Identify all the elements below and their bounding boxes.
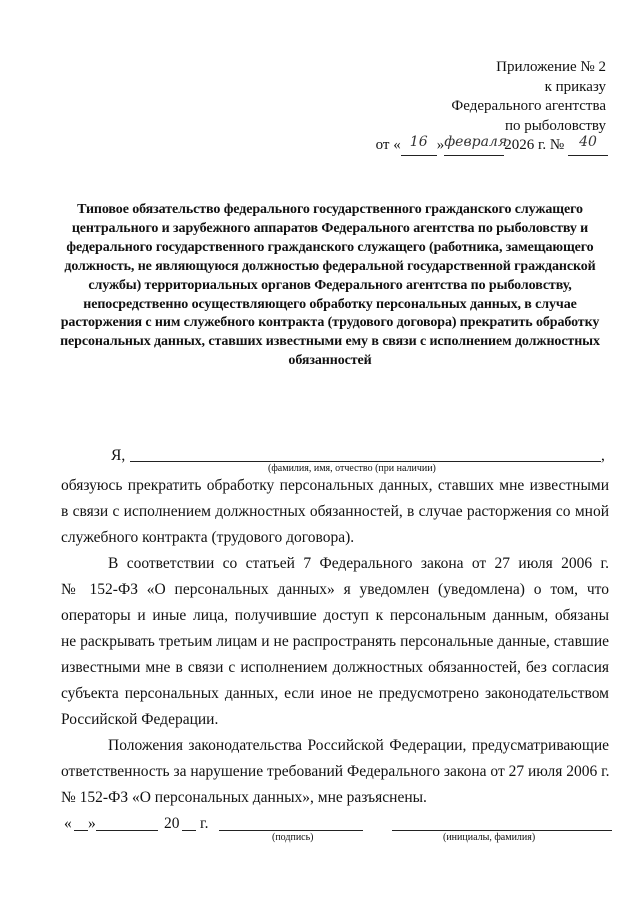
p3-line-1: Положения законодательства Российской Федерации, предусматривающие xyxy=(108,737,609,754)
p2-line-2: № 152-ФЗ «О персональных данных» я уведомлен (уведомлена) о том, что xyxy=(61,581,609,598)
document-title: Типовое обязательство федерального государственного гражданского служащего центрального и зарубежного аппаратов Федерального агентства по рыболовству и федерального государственного гражданского служащего (работника, замещающего должность, не являющуюся должностью федеральной государственной гражданской службы) территориальных органов Федерального агентства по рыболовству, непосредственно осуществляющего обработку персональных данных, в случае расторжения с ним служебного контракта (трудового договора) прекратить обработку персональных данных, ставших известными ему в связи с исполнением должностных обязанностей xyxy=(60,202,600,369)
signature-caption: (подпись) xyxy=(272,832,314,843)
agency-label-cont: по рыболовству xyxy=(504,118,606,134)
agency-label: Федерального агентства xyxy=(451,98,606,114)
date-month-field xyxy=(444,134,508,156)
sign-date-open-quote: « xyxy=(64,815,72,832)
p2-line-5: известными мне в связи с исполнением должностных обязанностей, без согласия xyxy=(61,659,609,676)
date-prefix: от « xyxy=(375,137,401,153)
date-mid: » xyxy=(436,137,445,153)
p2-line-6: субъекта персональных данных, если иное не предусмотрено законодательством xyxy=(61,685,609,702)
p3-line-3: № 152-ФЗ «О персональных данных», мне разъяснены. xyxy=(61,789,427,806)
full-name-field[interactable] xyxy=(130,461,601,462)
sign-date-close-quote: » xyxy=(88,815,96,832)
p1-line-1: обязуюсь прекратить обработку персональных данных, ставших мне известными xyxy=(61,477,609,494)
initials-field[interactable] xyxy=(392,830,612,831)
doc-number-field xyxy=(568,136,608,156)
sign-year-suffix: г. xyxy=(200,815,209,832)
sign-year-prefix: 20 xyxy=(164,815,180,832)
p3-line-2: ответственность за нарушение требований Федерального закона от 27 июля 2006 г. xyxy=(61,763,610,780)
date-year: 2026 г. № xyxy=(504,137,565,153)
date-day-handwritten: 16 xyxy=(409,134,428,150)
date-day-field xyxy=(401,136,437,156)
initials-caption: (инициалы, фамилия) xyxy=(443,832,536,843)
p2-line-1: В соответствии со статьей 7 Федерального закона от 27 июля 2006 г. xyxy=(108,555,609,572)
p1-line-2: в связи с исполнением должностных обязанностей, в случае расторжения со мной xyxy=(61,503,609,520)
p1-line-3: служебного контракта (трудового договора). xyxy=(61,529,355,546)
doc-number-handwritten: 40 xyxy=(579,134,597,150)
date-month-handwritten: февраля xyxy=(444,134,508,150)
pronoun-ya: Я, xyxy=(111,447,126,464)
name-comma: , xyxy=(601,447,605,464)
sign-day-field[interactable] xyxy=(74,830,88,831)
to-order-label: к приказу xyxy=(544,79,606,95)
signature-field[interactable] xyxy=(219,830,363,831)
p2-line-3: операторы и иные лица, получившие доступ к персональным данным, обязаны xyxy=(61,607,609,624)
p2-line-4: не раскрывать третьим лицам и не распространять персональные данные, ставшие xyxy=(61,633,609,650)
p2-line-7: Российской Федерации. xyxy=(61,711,219,728)
full-name-caption: (фамилия, имя, отчество (при наличии) xyxy=(268,463,436,474)
order-date-number xyxy=(376,136,608,156)
sign-year-field[interactable] xyxy=(182,830,196,831)
appendix-label: Приложение № 2 xyxy=(496,59,606,75)
sign-month-field[interactable] xyxy=(96,830,158,831)
